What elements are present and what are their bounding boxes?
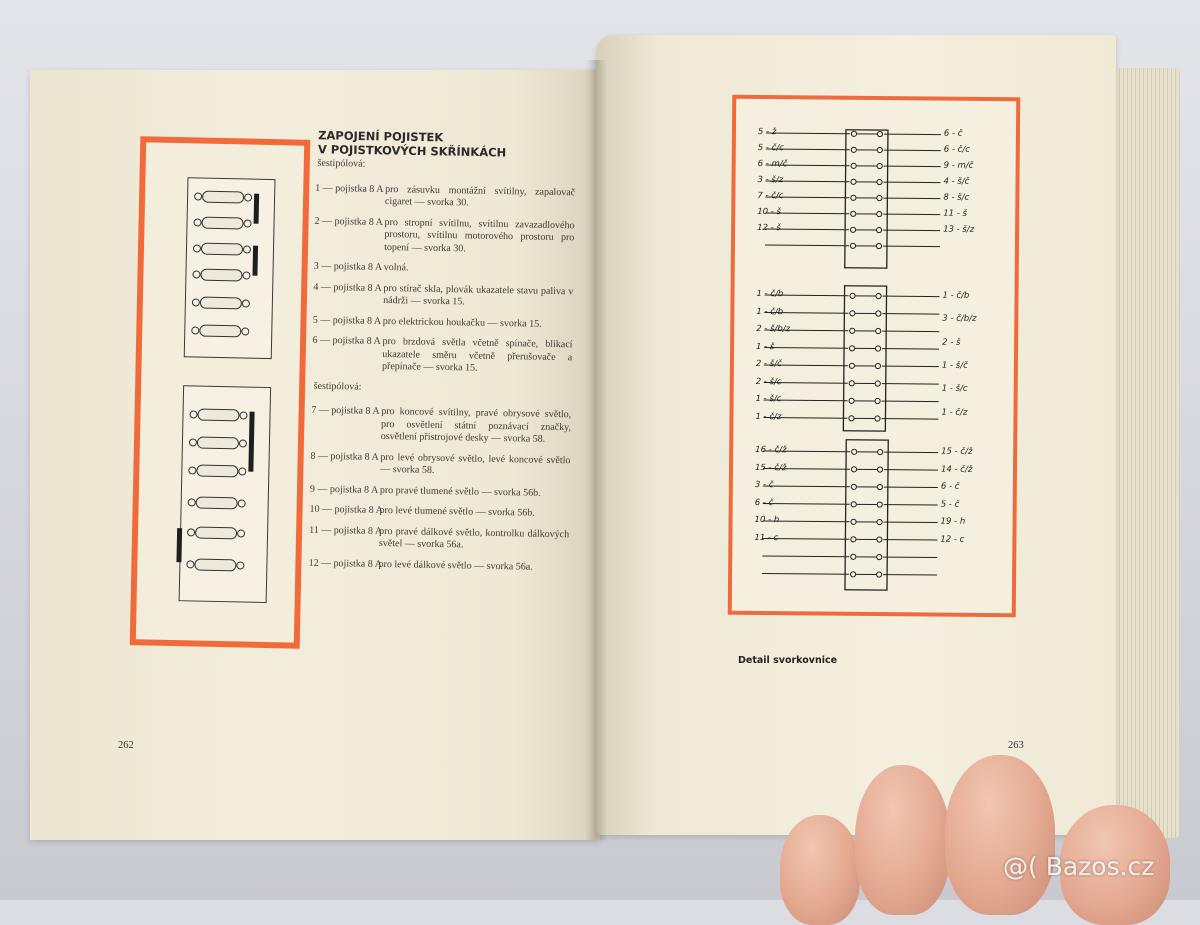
fuse-entry-number: 4 — pojistka 8 A (313, 281, 383, 307)
terminal-label-right: 9 - m/č (944, 161, 974, 171)
jumper-wire-icon (248, 412, 254, 472)
terminal-label-right: 6 - č (944, 129, 963, 139)
page-number: 263 (1008, 740, 1024, 751)
terminal-label-left: 10 - š (757, 207, 781, 217)
fuse-entry (312, 335, 573, 377)
fuse-icon (195, 527, 237, 540)
terminal-screw-icon (850, 328, 855, 333)
terminal-screw-icon (876, 293, 881, 298)
fuse-icon (196, 465, 238, 478)
terminal-label-right: 12 - c (940, 534, 964, 544)
terminal-screw-icon (877, 484, 882, 489)
fuse-entry-text: pro zásuvku montážní svítilny, zapalovač cigaret — svorka 30. (385, 183, 575, 211)
fuse-entry-number: 8 — pojistka 8 A (310, 450, 380, 476)
terminal-screw-icon (851, 211, 856, 216)
watermark: @( Bazos.cz (1003, 852, 1154, 881)
terminal-screw-icon (851, 537, 856, 542)
fuse-list (308, 158, 575, 582)
fuse-entry (310, 450, 570, 480)
fuse-entry-text: pro levé dálkové světlo — svorka 56a. (378, 558, 568, 574)
terminal-screw-icon (877, 147, 882, 152)
terminal-screw-icon (851, 554, 856, 559)
terminal-screw-icon (877, 537, 882, 542)
terminal-label-right: 13 - š/z (943, 225, 974, 235)
terminal-wire (766, 133, 850, 134)
jumper-wire-icon (176, 528, 182, 562)
terminal-label-right: 1 - š/č (942, 361, 968, 371)
fuse-icon (201, 217, 243, 230)
fuse-entry-text: pro pravé dálkové světlo, kontrolku dálkových světel — svorka 56a. (379, 525, 569, 553)
terminal-label-left: 12 - š (757, 223, 781, 233)
fuse-entry-number: 5 — pojistka 8 A (313, 314, 383, 328)
terminal-screw-icon (851, 467, 856, 472)
terminal-wire (763, 504, 850, 505)
terminal-label-left: 2 - š/č (756, 359, 782, 369)
book-gutter (585, 60, 607, 840)
terminal-label-right: 19 - h (941, 517, 966, 527)
terminal-label-left: 1 - č/b (756, 289, 783, 299)
terminal-wire (763, 486, 850, 487)
terminal-label-right: 11 - š (943, 209, 967, 219)
fuse-box-bottom (179, 385, 272, 603)
terminal-screw-icon (876, 572, 881, 577)
terminal-screw-icon (877, 195, 882, 200)
terminal-label-right: 5 - č (941, 499, 960, 509)
fuse-entry (313, 281, 573, 311)
fuse-icon (196, 497, 238, 510)
fuse-icon (194, 559, 236, 572)
fuse-diagram-frame (130, 136, 311, 648)
terminal-screw-icon (877, 163, 882, 168)
fuse-icon (197, 409, 239, 422)
terminal-screw-icon (850, 293, 855, 298)
finger (945, 755, 1055, 915)
subhead: šestipólová: (315, 158, 575, 175)
terminal-label-left: 1 - č/z (755, 411, 781, 421)
terminal-block-outline (843, 286, 886, 431)
fuse-entry (308, 557, 568, 574)
jumper-wire-icon (252, 246, 258, 276)
terminal-screw-icon (849, 416, 854, 421)
terminal-screw-icon (875, 416, 880, 421)
fuse-entry-text: pro brzdová světla včetně spínače, blikací ukazatele směru včetně přerušovače a přepínače — svorka 15. (382, 336, 573, 377)
terminal-label-right: 6 - č (941, 482, 960, 492)
terminal-label-right: 2 - š (942, 337, 960, 347)
terminal-screw-icon (875, 346, 880, 351)
jumper-wire-icon (254, 194, 260, 224)
finger (855, 765, 950, 915)
fuse-entry-number: 12 — pojistka 8 A (308, 557, 378, 571)
section-title (318, 128, 518, 159)
terminal-wire (762, 574, 849, 575)
fuse-entry (311, 405, 572, 447)
fuse-entry-text: pro elektrickou houkačku — svorka 15. (383, 315, 573, 331)
terminal-screw-icon (849, 363, 854, 368)
terminal-screw-icon (876, 328, 881, 333)
title-line: ZAPOJENÍ POJISTEK (318, 128, 518, 145)
fuse-box-top (184, 177, 276, 359)
terminal-label-left: 6 - č (755, 497, 774, 507)
terminal-screw-icon (875, 363, 880, 368)
terminal-screw-icon (877, 131, 882, 136)
terminal-label-left: 15 - č/ž (755, 462, 786, 472)
fuse-entry (313, 314, 573, 331)
terminal-block-diagram (728, 95, 1021, 617)
fuse-entry-text: pro stírač skla, plovák ukazatele stavu paliva v nádrži — svorka 15. (383, 282, 573, 310)
terminal-screw-icon (878, 449, 883, 454)
terminal-screw-icon (851, 195, 856, 200)
terminal-label-right: 15 - č/ž (941, 447, 972, 457)
finger (780, 815, 860, 925)
terminal-screw-icon (849, 398, 854, 403)
terminal-screw-icon (877, 211, 882, 216)
terminal-screw-icon (850, 572, 855, 577)
title-line: V POJISTKOVÝCH SKŘÍNKÁCH (318, 142, 518, 159)
fuse-entry (314, 261, 574, 278)
terminal-screw-icon (850, 243, 855, 248)
terminal-label-left: 3 - č (755, 480, 774, 490)
fuse-entry (315, 182, 575, 212)
terminal-label-left: 2 - š/b/z (756, 324, 790, 334)
fuse-entry-number: 9 — pojistka 8 A (310, 483, 380, 497)
fuse-entry-text: pro koncové svítilny, pravé obrysové světlo, pro osvětlení státní poznávací značky, osvětlení přístrojové desky — svorka 58. (381, 406, 572, 447)
fuse-icon (200, 269, 242, 282)
terminal-screw-icon (851, 163, 856, 168)
terminal-wire (762, 556, 849, 557)
terminal-screw-icon (849, 381, 854, 386)
terminal-label-right: 1 - č/b (942, 291, 969, 301)
terminal-screw-icon (851, 147, 856, 152)
fuse-entry-number: 6 — pojistka 8 A (312, 335, 383, 374)
fuse-icon (201, 243, 243, 256)
terminal-label-left: 16 - č/ž (755, 445, 786, 455)
terminal-screw-icon (875, 381, 880, 386)
terminal-screw-icon (850, 311, 855, 316)
terminal-label-left: 10 - h (755, 515, 780, 525)
fuse-entry (309, 504, 569, 521)
fuse-icon (200, 297, 242, 310)
figure-caption: Detail svorkovnice (738, 655, 837, 666)
terminal-screw-icon (851, 502, 856, 507)
terminal-screw-icon (876, 311, 881, 316)
terminal-screw-icon (876, 227, 881, 232)
fuse-icon (202, 191, 244, 204)
terminal-label-left: 2 - š/c (756, 376, 782, 386)
terminal-label-right: 1 - č/z (941, 407, 967, 417)
fuse-icon (197, 437, 239, 450)
terminal-label-right: 1 - š/c (942, 384, 968, 394)
fuse-icon (199, 325, 241, 338)
terminal-screw-icon (850, 227, 855, 232)
terminal-screw-icon (877, 467, 882, 472)
fuse-entry-number: 2 — pojistka 8 A (314, 215, 385, 254)
terminal-screw-icon (852, 449, 857, 454)
page-number: 262 (118, 740, 134, 751)
terminal-label-right: 4 - š/č (943, 177, 969, 187)
fuse-entry-text: pro levé tlumené světlo — svorka 56b. (379, 505, 569, 521)
fuse-entry (314, 215, 575, 257)
terminal-label-left: 11 - c (754, 532, 778, 542)
fuse-entry-text: volná. (384, 262, 574, 278)
subhead: šestipólová: (312, 380, 572, 397)
terminal-screw-icon (851, 179, 856, 184)
terminal-screw-icon (877, 502, 882, 507)
terminal-screw-icon (851, 519, 856, 524)
terminal-label-left: 7 - č/c (757, 191, 783, 201)
terminal-block-outline (845, 440, 888, 590)
terminal-screw-icon (849, 346, 854, 351)
fuse-entry (310, 483, 570, 500)
fuse-entry-number: 3 — pojistka 8 A (314, 261, 384, 275)
terminal-wire (765, 245, 849, 246)
terminal-screw-icon (851, 484, 856, 489)
terminal-label-left: 1 - š (756, 341, 774, 351)
terminal-label-left: 5 - č/c (758, 143, 784, 153)
terminal-label-left: 5 - ž (758, 127, 776, 137)
terminal-label-left: 3 - š/z (757, 175, 783, 185)
fuse-entry-text: pro levé obrysové světlo, levé koncové světlo — svorka 58. (380, 451, 570, 479)
terminal-label-right: 14 - č/ž (941, 464, 972, 474)
terminal-screw-icon (877, 554, 882, 559)
terminal-label-right: 6 - č/c (944, 145, 970, 155)
fuse-entry-number: 7 — pojistka 8 A (311, 405, 382, 444)
fuse-entry-text: pro pravé tlumené světlo — svorka 56b. (380, 484, 570, 500)
terminal-screw-icon (877, 179, 882, 184)
terminal-screw-icon (877, 519, 882, 524)
terminal-label-left: 1 - š/c (756, 394, 782, 404)
fuse-entry (309, 524, 569, 554)
fuse-entry-number: 1 — pojistka 8 A (315, 182, 385, 208)
terminal-wire (764, 348, 848, 349)
terminal-screw-icon (876, 243, 881, 248)
terminal-label-right: 3 - č/b/z (942, 314, 976, 324)
terminal-label-left: 1 - č/b (756, 306, 783, 316)
fuse-entry-number: 11 — pojistka 8 A (309, 524, 379, 550)
terminal-screw-icon (851, 131, 856, 136)
terminal-screw-icon (875, 398, 880, 403)
fuse-entry-text: pro stropní svítilnu, svítilnu zavazadlového prostoru, svítilnu motorového prostoru pro topení — svorka 30. (384, 216, 575, 257)
terminal-label-right: 8 - š/c (943, 193, 969, 203)
fuse-entry-number: 10 — pojistka 8 A (309, 504, 379, 518)
terminal-label-left: 6 - m/č (758, 159, 788, 169)
hand-holding-book (770, 755, 1200, 915)
